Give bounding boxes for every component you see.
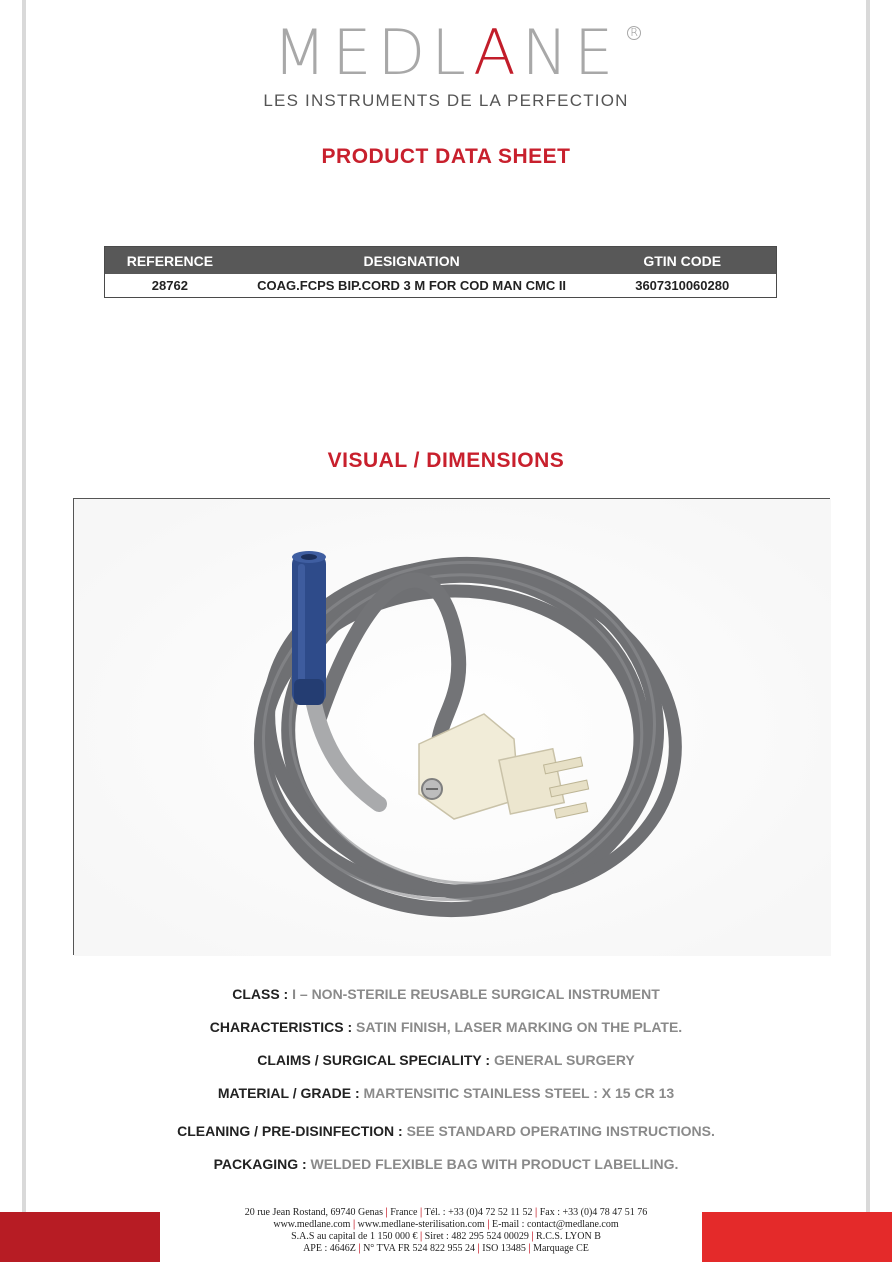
footer-separator: | bbox=[477, 1243, 480, 1254]
product-image-frame bbox=[73, 498, 830, 955]
footer-email[interactable]: E-mail : contact@medlane.com bbox=[491, 1219, 619, 1230]
spec-class bbox=[0, 986, 892, 1002]
spec-material bbox=[0, 1085, 892, 1101]
footer-capital: S.A.S au capital de 1 150 000 € bbox=[291, 1231, 418, 1242]
spec-value: MARTENSITIC STAINLESS STEEL : X 15 CR 13 bbox=[359, 1085, 675, 1101]
spec-label: CLAIMS / SURGICAL SPECIALITY : bbox=[257, 1052, 491, 1068]
table-header-row bbox=[105, 247, 777, 275]
footer-line-address bbox=[160, 1207, 732, 1219]
footer-separator: | bbox=[352, 1219, 356, 1230]
spec-value: WELDED FLEXIBLE BAG WITH PRODUCT LABELLING. bbox=[306, 1156, 679, 1172]
logo-text-part: MEDL bbox=[272, 16, 474, 89]
medlane-logo bbox=[0, 16, 892, 89]
registered-mark: R bbox=[627, 26, 641, 40]
spec-value: SATIN FINISH, LASER MARKING ON THE PLATE. bbox=[352, 1019, 683, 1035]
spec-value: SEE STANDARD OPERATING INSTRUCTIONS. bbox=[402, 1123, 715, 1139]
product-data-sheet-title: PRODUCT DATA SHEET bbox=[321, 145, 571, 168]
footer-bar-left bbox=[0, 1212, 160, 1262]
visual-dimensions-title: VISUAL / DIMENSIONS bbox=[327, 449, 565, 472]
footer-website[interactable]: www.medlane.com bbox=[273, 1219, 351, 1230]
footer-ape: APE : 4646Z bbox=[303, 1243, 356, 1254]
footer-line-web bbox=[160, 1219, 732, 1231]
footer-website-sterilisation[interactable]: www.medlane-sterilisation.com bbox=[357, 1219, 485, 1230]
footer-iso: ISO 13485 bbox=[482, 1243, 526, 1254]
header-gtin-code: GTIN CODE bbox=[588, 247, 776, 275]
table-row bbox=[105, 274, 777, 298]
footer-ce-marking: Marquage CE bbox=[533, 1243, 589, 1254]
footer-fax: Fax : +33 (0)4 78 47 51 76 bbox=[539, 1207, 648, 1218]
spec-label: PACKAGING : bbox=[213, 1156, 307, 1172]
footer-contact bbox=[160, 1207, 732, 1255]
cell-designation: COAG.FCPS BIP.CORD 3 M FOR COD MAN CMC II bbox=[257, 278, 567, 293]
cell-reference: 28762 bbox=[151, 278, 188, 293]
logo-wordmark bbox=[272, 16, 638, 89]
spec-claims bbox=[0, 1052, 892, 1068]
footer-line-company bbox=[160, 1231, 732, 1243]
footer-separator: | bbox=[528, 1243, 531, 1254]
page-border-right bbox=[866, 0, 870, 1262]
footer-separator: | bbox=[531, 1231, 534, 1242]
blue-connector bbox=[292, 551, 326, 705]
spec-label: CLASS : bbox=[232, 986, 289, 1002]
footer-address: 20 rue Jean Rostand, 69740 Genas bbox=[244, 1207, 384, 1218]
header-designation: DESIGNATION bbox=[235, 247, 589, 275]
footer-separator: | bbox=[419, 1207, 423, 1218]
logo-text-accent: A bbox=[473, 16, 522, 89]
spec-value: GENERAL SURGERY bbox=[490, 1052, 635, 1068]
spec-cleaning bbox=[0, 1123, 892, 1139]
header-reference: REFERENCE bbox=[105, 247, 235, 275]
footer-siret: Siret : 482 295 524 00029 bbox=[424, 1231, 529, 1242]
footer-line-legal bbox=[160, 1243, 732, 1255]
reference-table bbox=[104, 246, 777, 298]
cell-gtin-code: 3607310060280 bbox=[635, 278, 730, 293]
spec-label: MATERIAL / GRADE : bbox=[217, 1085, 360, 1101]
footer-separator: | bbox=[358, 1243, 361, 1254]
brand-tagline: LES INSTRUMENTS DE LA PERFECTION bbox=[263, 91, 629, 110]
spec-label: CHARACTERISTICS : bbox=[209, 1019, 353, 1035]
footer-vat: N° TVA FR 524 822 955 24 bbox=[363, 1243, 476, 1254]
logo-text-part: NE bbox=[521, 16, 620, 89]
footer-rcs: R.C.S. LYON B bbox=[536, 1231, 601, 1242]
footer-separator: | bbox=[487, 1219, 490, 1230]
footer-separator: | bbox=[385, 1207, 388, 1218]
footer-separator: | bbox=[535, 1207, 538, 1218]
spec-value: I – NON-STERILE REUSABLE SURGICAL INSTRUMENT bbox=[288, 986, 660, 1002]
spec-label: CLEANING / PRE-DISINFECTION : bbox=[177, 1123, 403, 1139]
footer-country: France bbox=[390, 1207, 418, 1218]
page-border-left bbox=[22, 0, 26, 1262]
footer-phone: Tél. : +33 (0)4 72 52 11 52 bbox=[424, 1207, 533, 1218]
bipolar-cord-illustration bbox=[74, 499, 831, 956]
footer-separator: | bbox=[419, 1231, 423, 1242]
spec-packaging bbox=[0, 1156, 892, 1172]
spec-characteristics bbox=[0, 1019, 892, 1035]
